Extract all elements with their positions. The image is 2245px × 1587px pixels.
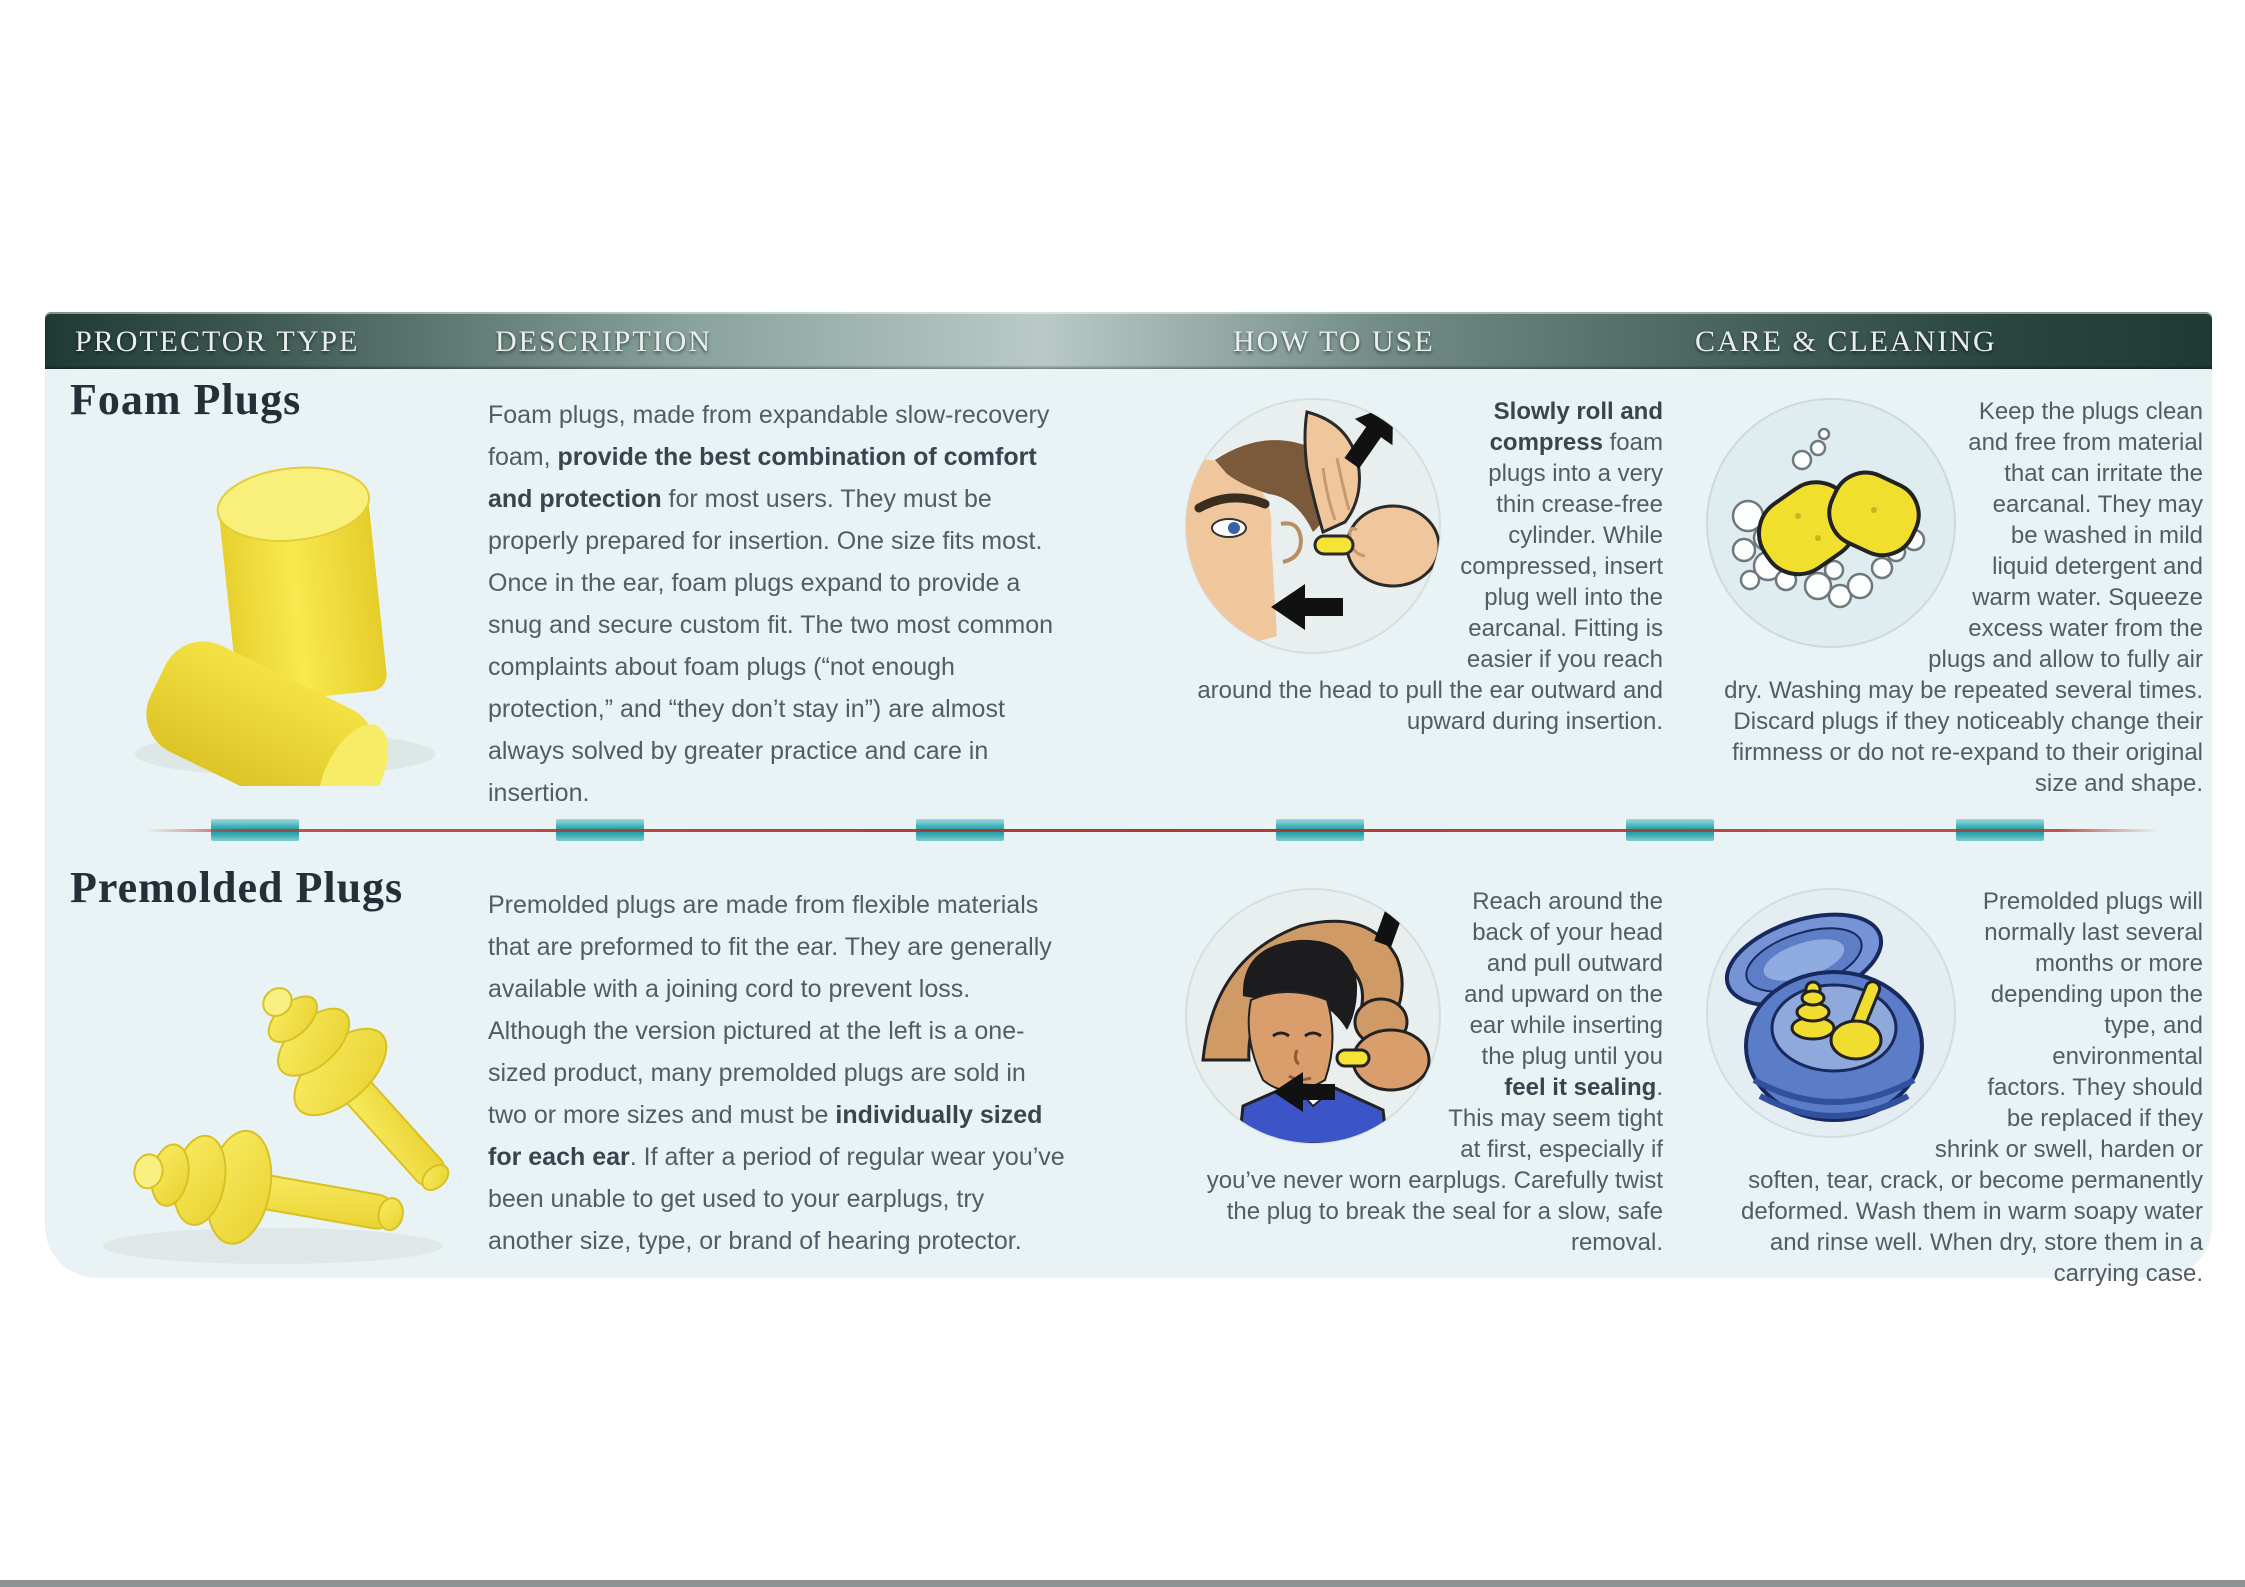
text-segment: Premolded plugs are made from flexible materials that are preformed to fit the ear. They are generally available with a joining cord to prevent loss. Although the version pictured at the left is a one-sized product, many premolded plugs are sold in two or more sizes and must be [488,891,1052,1129]
column-header-how-to-use: HOW TO USE [1233,325,1435,358]
premolded-plugs-photo [73,916,473,1276]
content-panel [45,312,2212,1287]
column-header-care-cleaning: CARE & CLEANING [1695,325,1997,358]
text-segment: . If after a period of regular wear you’ve been unable to get used to your earplugs, try another size, type, or brand of hearing protector. [488,1143,1065,1255]
carrying-case-illustration [1706,888,1956,1138]
foam-plugs-photo [90,436,450,786]
foam-care-cleaning-cell [1706,396,2203,799]
divider-red-line [145,829,2159,832]
foam-earplug [1315,536,1353,554]
premolded-earplug [1337,1050,1369,1066]
table-header-bar [45,312,2212,369]
pinching-hand [1347,506,1439,586]
head-reach-illustration [1185,888,1441,1144]
foam-insertion-illustration [1185,398,1441,654]
foam-washing-illustration [1706,398,1956,648]
text-segment: . This may seem tight at first, especially if you’ve never worn earplugs. Carefully twist the plug to break the seal for a slow, safe removal. [1206,1074,1663,1256]
foam-description [488,394,1070,814]
column-header-description: DESCRIPTION [495,325,713,358]
text-segment-bold: Slowly roll and compress [1489,398,1663,456]
row-title-premolded-plugs: Premolded Plugs [70,863,404,912]
text-segment: Keep the plugs clean and free from material that can irritate the earcanal. They may be washed in mild liquid detergent and warm water. Squeeze excess water from the plugs and allow to fully air dry. Washing may be repeated several times. Discard plugs if they noticeably change their firmness or do not re-expand to their original size and shape. [1724,398,2203,797]
text-segment-bold: provide the best combination of comfort and protection [488,443,1037,513]
row-title-foam-plugs: Foam Plugs [70,375,302,424]
text-segment: for most users. They must be properly prepared for insertion. One size fits most. Once in the ear, foam plugs expand to provide a snug and secure custom fit. The two most common complaints about foam plugs (“not enough protection,” and “they don’t stay in”) are almost always solved by greater practice and care in insertion. [488,485,1054,807]
premolded-plugs-image [73,916,473,1276]
text-segment: Premolded plugs will normally last several months or more depending upon the type, and environmental factors. They should be replaced if they shrink or swell, harden or soften, tear, crack, or become permanently deformed. Wash them in warm soapy water and rinse well. When dry, store them in a carrying case. [1741,888,2203,1287]
foam-plugs-image [90,436,450,786]
text-segment: foam plugs into a very thin crease-free cylinder. While compressed, insert plug well into the earcanal. Fitting is easier if you reach around the head to pull the ear outward and upward during insertion. [1197,429,1663,735]
text-segment-bold: individually sized for each ear [488,1101,1043,1171]
foam-how-to-use-cell [1185,396,1663,737]
premolded-care-cleaning-cell [1706,886,2203,1289]
premolded-description [488,884,1070,1262]
premolded-how-to-use-cell [1185,886,1663,1258]
text-segment: Foam plugs, made from expandable slow-recovery foam, [488,401,1050,471]
text-segment: Reach around the back of your head and pull outward and upward on the ear while inserting the plug until you [1464,888,1663,1070]
page-bottom-rule [0,1580,2245,1587]
column-header-protector-type: PROTECTOR TYPE [75,325,360,358]
text-segment-bold: feel it sealing [1504,1074,1657,1101]
